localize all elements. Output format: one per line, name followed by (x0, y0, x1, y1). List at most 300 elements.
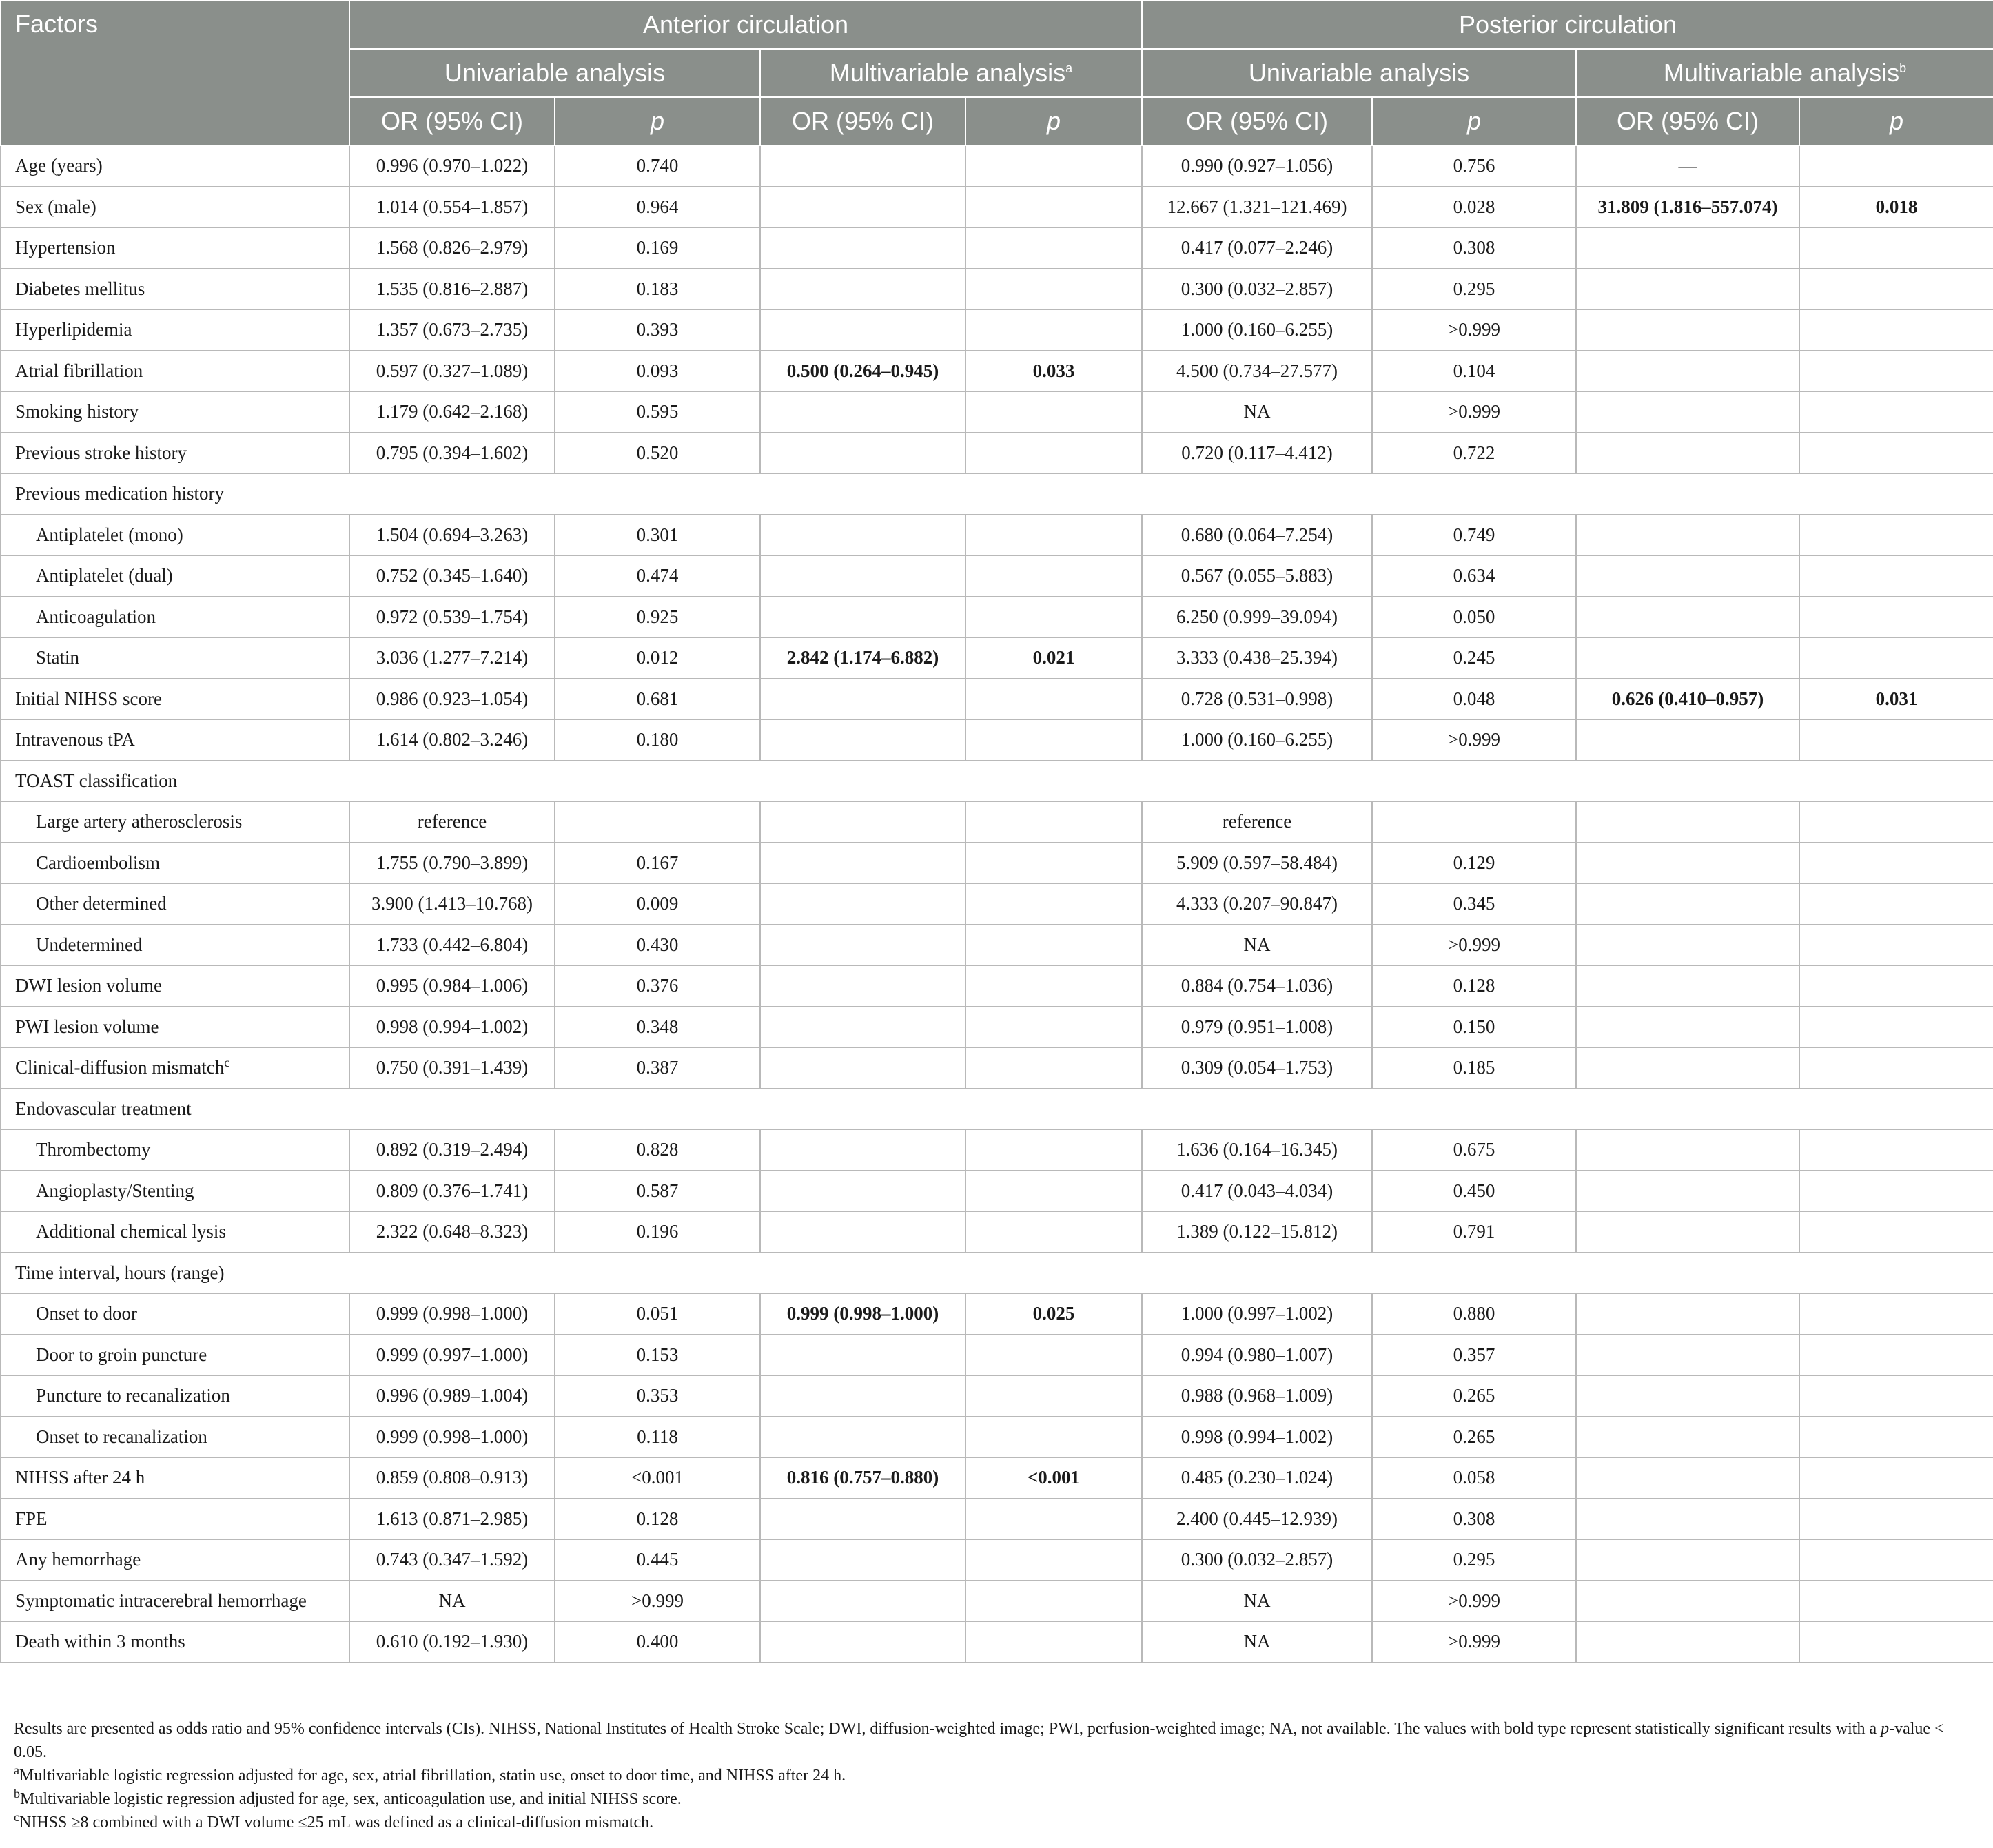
posterior-uni-p-cell: 0.050 (1372, 597, 1576, 638)
posterior-multi-or-cell (1576, 269, 1799, 310)
header-posterior-univariable: Univariable analysis (1142, 49, 1576, 97)
posterior-multi-or-cell: 0.626 (0.410–0.957) (1576, 679, 1799, 720)
anterior-multi-or-cell (760, 1129, 965, 1171)
header-posterior: Posterior circulation (1142, 1, 1993, 49)
posterior-uni-p-cell: 0.880 (1372, 1293, 1576, 1335)
posterior-multi-p-cell (1799, 965, 1993, 1007)
posterior-uni-or-cell: NA (1142, 925, 1372, 966)
posterior-multi-or-cell (1576, 1129, 1799, 1171)
anterior-uni-or-cell: 1.504 (0.694–3.263) (349, 515, 555, 556)
table-row (1, 925, 1993, 966)
posterior-multi-or-cell (1576, 1007, 1799, 1048)
anterior-uni-p-cell: 0.430 (555, 925, 760, 966)
posterior-multi-or-cell (1576, 1047, 1799, 1089)
posterior-uni-p-cell: 0.048 (1372, 679, 1576, 720)
factor-label: Antiplatelet (dual) (1, 555, 349, 597)
posterior-multi-p-cell (1799, 1007, 1993, 1048)
posterior-uni-p-cell: 0.058 (1372, 1457, 1576, 1499)
posterior-uni-p-cell: 0.756 (1372, 145, 1576, 187)
anterior-uni-or-cell: 0.995 (0.984–1.006) (349, 965, 555, 1007)
anterior-uni-or-cell: 0.999 (0.998–1.000) (349, 1417, 555, 1458)
posterior-multi-p-cell (1799, 925, 1993, 966)
anterior-multi-p-cell (965, 597, 1142, 638)
table-row (1, 145, 1993, 187)
posterior-multi-p-cell (1799, 555, 1993, 597)
posterior-uni-p-cell: 0.791 (1372, 1211, 1576, 1253)
anterior-uni-p-cell: 0.348 (555, 1007, 760, 1048)
factor-label: Statin (1, 637, 349, 679)
posterior-multi-p-cell (1799, 269, 1993, 310)
table-row (1, 1539, 1993, 1581)
section-label: Previous medication history (1, 473, 1993, 515)
anterior-multi-or-cell (760, 515, 965, 556)
header-anterior-univariable: Univariable analysis (349, 49, 760, 97)
anterior-multi-or-cell (760, 719, 965, 761)
posterior-uni-p-cell: 0.185 (1372, 1047, 1576, 1089)
posterior-multi-or-cell (1576, 351, 1799, 392)
anterior-uni-or-cell: 0.986 (0.923–1.054) (349, 679, 555, 720)
header-factors: Factors (1, 1, 349, 145)
posterior-uni-p-cell: 0.308 (1372, 1499, 1576, 1540)
factor-label: Symptomatic intracerebral hemorrhage (1, 1581, 349, 1622)
anterior-multi-p-cell: <0.001 (965, 1457, 1142, 1499)
posterior-uni-or-cell: 0.300 (0.032–2.857) (1142, 1539, 1372, 1581)
posterior-uni-p-cell: 0.345 (1372, 883, 1576, 925)
anterior-multi-or-cell (760, 1499, 965, 1540)
posterior-multi-p-cell (1799, 1581, 1993, 1622)
anterior-uni-p-cell: 0.183 (555, 269, 760, 310)
table-row (1, 597, 1993, 638)
anterior-uni-or-cell: 1.614 (0.802–3.246) (349, 719, 555, 761)
table-row (1, 1293, 1993, 1335)
header-or-ci: OR (95% CI) (349, 97, 555, 145)
posterior-uni-or-cell: 0.309 (0.054–1.753) (1142, 1047, 1372, 1089)
anterior-multi-or-cell (760, 187, 965, 228)
footnote-a: $^a$Multivariable logistic regression adjusted for age, sex, atrial fibrillation, statin use, onset to door time, and NIHSS after 24 h. (14, 1763, 846, 1785)
posterior-multi-or-cell: 31.809 (1.816–557.074) (1576, 187, 1799, 228)
anterior-uni-p-cell: >0.999 (555, 1581, 760, 1622)
posterior-multi-p-cell (1799, 1539, 1993, 1581)
table-body (1, 145, 1993, 1663)
anterior-uni-or-cell: 0.972 (0.539–1.754) (349, 597, 555, 638)
posterior-multi-or-cell (1576, 1499, 1799, 1540)
posterior-multi-p-cell (1799, 1129, 1993, 1171)
posterior-multi-p-cell (1799, 391, 1993, 433)
anterior-multi-p-cell (965, 801, 1142, 843)
anterior-multi-or-cell (760, 843, 965, 884)
anterior-multi-or-cell (760, 227, 965, 269)
table-row (1, 801, 1993, 843)
posterior-multi-or-cell (1576, 1621, 1799, 1663)
anterior-multi-or-cell (760, 883, 965, 925)
posterior-multi-or-cell (1576, 597, 1799, 638)
posterior-multi-or-cell (1576, 965, 1799, 1007)
anterior-uni-p-cell: 0.128 (555, 1499, 760, 1540)
header-anterior-multivariable: Multivariable analysis$^a$ (760, 49, 1142, 97)
anterior-uni-or-cell: 0.610 (0.192–1.930) (349, 1621, 555, 1663)
posterior-multi-or-cell (1576, 637, 1799, 679)
anterior-multi-p-cell (965, 965, 1142, 1007)
anterior-multi-p-cell (965, 187, 1142, 228)
factor-label: Previous stroke history (1, 433, 349, 474)
anterior-uni-or-cell: 0.996 (0.970–1.022) (349, 145, 555, 187)
anterior-multi-p-cell (965, 1539, 1142, 1581)
posterior-multi-p-cell (1799, 637, 1993, 679)
posterior-uni-or-cell: NA (1142, 1581, 1372, 1622)
anterior-uni-or-cell: 1.755 (0.790–3.899) (349, 843, 555, 884)
posterior-uni-or-cell: 0.680 (0.064–7.254) (1142, 515, 1372, 556)
factor-label: Hyperlipidemia (1, 309, 349, 351)
posterior-uni-or-cell: 0.884 (0.754–1.036) (1142, 965, 1372, 1007)
anterior-uni-or-cell: 2.322 (0.648–8.323) (349, 1211, 555, 1253)
posterior-multi-p-cell (1799, 1499, 1993, 1540)
anterior-uni-or-cell: 1.733 (0.442–6.804) (349, 925, 555, 966)
posterior-multi-p-cell (1799, 1417, 1993, 1458)
anterior-uni-or-cell: 1.014 (0.554–1.857) (349, 187, 555, 228)
posterior-multi-p-cell (1799, 351, 1993, 392)
table-header (1, 1, 1993, 145)
posterior-multi-p-cell (1799, 433, 1993, 474)
anterior-multi-or-cell (760, 555, 965, 597)
anterior-uni-or-cell: 3.900 (1.413–10.768) (349, 883, 555, 925)
anterior-uni-p-cell: 0.376 (555, 965, 760, 1007)
factor-label: Anticoagulation (1, 597, 349, 638)
anterior-uni-or-cell: 0.999 (0.998–1.000) (349, 1293, 555, 1335)
posterior-multi-p-cell (1799, 1621, 1993, 1663)
header-p: p (1799, 97, 1993, 145)
posterior-uni-p-cell: 0.749 (1372, 515, 1576, 556)
anterior-multi-p-cell (965, 679, 1142, 720)
table-row (1, 1581, 1993, 1622)
table-row (1, 1007, 1993, 1048)
anterior-uni-or-cell: 1.357 (0.673–2.735) (349, 309, 555, 351)
posterior-uni-or-cell: 0.990 (0.927–1.056) (1142, 145, 1372, 187)
posterior-multi-or-cell (1576, 843, 1799, 884)
factor-label: Clinical-diffusion mismatch$^c$ (1, 1047, 349, 1089)
table-row (1, 679, 1993, 720)
table-row (1, 843, 1993, 884)
factor-label: PWI lesion volume (1, 1007, 349, 1048)
table-row (1, 309, 1993, 351)
anterior-uni-p-cell: 0.180 (555, 719, 760, 761)
table-row (1, 433, 1993, 474)
factor-label: Puncture to recanalization (1, 1375, 349, 1417)
posterior-uni-or-cell: 0.998 (0.994–1.002) (1142, 1417, 1372, 1458)
posterior-uni-or-cell: 0.485 (0.230–1.024) (1142, 1457, 1372, 1499)
anterior-multi-or-cell: 0.999 (0.998–1.000) (760, 1293, 965, 1335)
anterior-multi-or-cell (760, 1417, 965, 1458)
posterior-uni-p-cell: 0.308 (1372, 227, 1576, 269)
posterior-uni-p-cell: 0.295 (1372, 269, 1576, 310)
posterior-uni-p-cell: 0.245 (1372, 637, 1576, 679)
posterior-multi-p-cell (1799, 597, 1993, 638)
posterior-uni-or-cell: 0.417 (0.043–4.034) (1142, 1171, 1372, 1212)
anterior-uni-p-cell: 0.118 (555, 1417, 760, 1458)
anterior-uni-p-cell: 0.595 (555, 391, 760, 433)
anterior-multi-p-cell (965, 1335, 1142, 1376)
footnote-c: $^c$NIHSS ≥8 combined with a DWI volume ≤25 mL was defined as a clinical-diffusion mismatch. (14, 1810, 654, 1831)
anterior-uni-or-cell: 0.752 (0.345–1.640) (349, 555, 555, 597)
table-row (1, 515, 1993, 556)
table-row (1, 1047, 1993, 1089)
posterior-uni-or-cell: 0.300 (0.032–2.857) (1142, 269, 1372, 310)
posterior-multi-or-cell (1576, 1375, 1799, 1417)
posterior-multi-p-cell (1799, 145, 1993, 187)
anterior-uni-or-cell: 0.999 (0.997–1.000) (349, 1335, 555, 1376)
factor-label: Initial NIHSS score (1, 679, 349, 720)
posterior-uni-or-cell: 12.667 (1.321–121.469) (1142, 187, 1372, 228)
factor-label: FPE (1, 1499, 349, 1540)
anterior-uni-p-cell: 0.925 (555, 597, 760, 638)
factor-label: Hypertension (1, 227, 349, 269)
anterior-multi-p-cell (965, 1211, 1142, 1253)
table-row (1, 965, 1993, 1007)
anterior-uni-p-cell: <0.001 (555, 1457, 760, 1499)
anterior-multi-or-cell: 2.842 (1.174–6.882) (760, 637, 965, 679)
anterior-multi-or-cell (760, 1335, 965, 1376)
posterior-uni-p-cell (1372, 801, 1576, 843)
posterior-multi-or-cell (1576, 309, 1799, 351)
table-row (1, 187, 1993, 228)
posterior-multi-or-cell (1576, 1335, 1799, 1376)
factor-label: DWI lesion volume (1, 965, 349, 1007)
posterior-multi-p-cell: 0.031 (1799, 679, 1993, 720)
factor-label: Smoking history (1, 391, 349, 433)
table-row (1, 1211, 1993, 1253)
table-row (1, 1621, 1993, 1663)
posterior-uni-or-cell: 0.720 (0.117–4.412) (1142, 433, 1372, 474)
anterior-uni-or-cell: 1.568 (0.826–2.979) (349, 227, 555, 269)
posterior-multi-or-cell (1576, 801, 1799, 843)
anterior-uni-or-cell: NA (349, 1581, 555, 1622)
anterior-uni-p-cell: 0.400 (555, 1621, 760, 1663)
posterior-multi-or-cell (1576, 1539, 1799, 1581)
section-row (1, 1089, 1993, 1130)
posterior-multi-or-cell (1576, 1457, 1799, 1499)
anterior-uni-p-cell: 0.353 (555, 1375, 760, 1417)
posterior-multi-or-cell (1576, 1581, 1799, 1622)
posterior-uni-p-cell: 0.265 (1372, 1417, 1576, 1458)
posterior-uni-or-cell: 1.000 (0.160–6.255) (1142, 309, 1372, 351)
table-footnotes (14, 1717, 1978, 1834)
table-row (1, 1335, 1993, 1376)
posterior-multi-p-cell (1799, 1047, 1993, 1089)
anterior-uni-p-cell: 0.393 (555, 309, 760, 351)
posterior-multi-p-cell (1799, 1171, 1993, 1212)
anterior-multi-p-cell (965, 391, 1142, 433)
posterior-multi-or-cell: — (1576, 145, 1799, 187)
anterior-uni-p-cell: 0.093 (555, 351, 760, 392)
anterior-uni-or-cell: 0.743 (0.347–1.592) (349, 1539, 555, 1581)
header-anterior: Anterior circulation (349, 1, 1142, 49)
anterior-multi-p-cell: 0.025 (965, 1293, 1142, 1335)
anterior-uni-or-cell: 0.892 (0.319–2.494) (349, 1129, 555, 1171)
posterior-uni-p-cell: 0.028 (1372, 187, 1576, 228)
posterior-multi-or-cell (1576, 515, 1799, 556)
factor-label: Angioplasty/Stenting (1, 1171, 349, 1212)
posterior-uni-or-cell: 1.000 (0.160–6.255) (1142, 719, 1372, 761)
posterior-multi-p-cell (1799, 801, 1993, 843)
anterior-uni-or-cell: 0.750 (0.391–1.439) (349, 1047, 555, 1089)
posterior-uni-or-cell: 0.994 (0.980–1.007) (1142, 1335, 1372, 1376)
table-row (1, 637, 1993, 679)
anterior-uni-p-cell: 0.520 (555, 433, 760, 474)
table-row (1, 1129, 1993, 1171)
posterior-multi-p-cell (1799, 1457, 1993, 1499)
posterior-uni-p-cell: 0.450 (1372, 1171, 1576, 1212)
posterior-uni-p-cell: 0.295 (1372, 1539, 1576, 1581)
anterior-multi-p-cell (965, 1007, 1142, 1048)
anterior-multi-or-cell (760, 309, 965, 351)
header-p: p (965, 97, 1142, 145)
posterior-uni-p-cell: >0.999 (1372, 1581, 1576, 1622)
factor-label: Antiplatelet (mono) (1, 515, 349, 556)
anterior-uni-p-cell: 0.474 (555, 555, 760, 597)
posterior-multi-p-cell: 0.018 (1799, 187, 1993, 228)
factor-label: NIHSS after 24 h (1, 1457, 349, 1499)
anterior-multi-p-cell (965, 719, 1142, 761)
posterior-uni-or-cell: 2.400 (0.445–12.939) (1142, 1499, 1372, 1540)
posterior-multi-p-cell (1799, 1211, 1993, 1253)
factor-label: Cardioembolism (1, 843, 349, 884)
posterior-multi-or-cell (1576, 925, 1799, 966)
posterior-uni-or-cell: NA (1142, 1621, 1372, 1663)
anterior-multi-or-cell (760, 679, 965, 720)
posterior-multi-or-cell (1576, 433, 1799, 474)
anterior-multi-or-cell (760, 1171, 965, 1212)
anterior-multi-p-cell (965, 227, 1142, 269)
anterior-uni-p-cell: 0.169 (555, 227, 760, 269)
header-posterior-multivariable: Multivariable analysis$^b$ (1576, 49, 1993, 97)
anterior-uni-p-cell: 0.012 (555, 637, 760, 679)
factor-label: Onset to door (1, 1293, 349, 1335)
anterior-multi-or-cell (760, 1375, 965, 1417)
table-row (1, 269, 1993, 310)
posterior-uni-or-cell: 3.333 (0.438–25.394) (1142, 637, 1372, 679)
posterior-uni-p-cell: 0.722 (1372, 433, 1576, 474)
anterior-uni-p-cell: 0.301 (555, 515, 760, 556)
posterior-uni-or-cell: 0.567 (0.055–5.883) (1142, 555, 1372, 597)
anterior-multi-p-cell (965, 1375, 1142, 1417)
posterior-multi-p-cell (1799, 1293, 1993, 1335)
posterior-uni-p-cell: >0.999 (1372, 1621, 1576, 1663)
table-row (1, 227, 1993, 269)
factor-label: Thrombectomy (1, 1129, 349, 1171)
section-row (1, 1253, 1993, 1294)
anterior-multi-p-cell (965, 269, 1142, 310)
factor-label: Additional chemical lysis (1, 1211, 349, 1253)
anterior-multi-or-cell (760, 1539, 965, 1581)
anterior-multi-or-cell (760, 1007, 965, 1048)
anterior-uni-or-cell: 3.036 (1.277–7.214) (349, 637, 555, 679)
anterior-multi-or-cell (760, 1621, 965, 1663)
anterior-multi-or-cell (760, 391, 965, 433)
anterior-multi-p-cell (965, 1417, 1142, 1458)
anterior-multi-p-cell (965, 1171, 1142, 1212)
section-label: Time interval, hours (range) (1, 1253, 1993, 1294)
anterior-uni-p-cell: 0.167 (555, 843, 760, 884)
posterior-multi-or-cell (1576, 719, 1799, 761)
anterior-uni-or-cell: 1.535 (0.816–2.887) (349, 269, 555, 310)
header-p: p (555, 97, 760, 145)
factor-label: Diabetes mellitus (1, 269, 349, 310)
anterior-uni-p-cell: 0.681 (555, 679, 760, 720)
factor-label: Door to groin puncture (1, 1335, 349, 1376)
footnote-b: $^b$Multivariable logistic regression adjusted for age, sex, anticoagulation use, and initial NIHSS score. (14, 1787, 682, 1808)
anterior-multi-p-cell (965, 515, 1142, 556)
posterior-uni-p-cell: 0.265 (1372, 1375, 1576, 1417)
posterior-uni-p-cell: >0.999 (1372, 925, 1576, 966)
posterior-multi-p-cell (1799, 309, 1993, 351)
posterior-uni-or-cell: 0.979 (0.951–1.008) (1142, 1007, 1372, 1048)
factor-label: Age (years) (1, 145, 349, 187)
anterior-multi-p-cell (965, 1621, 1142, 1663)
anterior-multi-p-cell (965, 309, 1142, 351)
anterior-multi-p-cell (965, 1047, 1142, 1089)
anterior-uni-p-cell: 0.964 (555, 187, 760, 228)
posterior-uni-or-cell: 5.909 (0.597–58.484) (1142, 843, 1372, 884)
posterior-multi-p-cell (1799, 843, 1993, 884)
anterior-multi-or-cell (760, 1211, 965, 1253)
table-row (1, 1417, 1993, 1458)
posterior-uni-p-cell: 0.634 (1372, 555, 1576, 597)
anterior-multi-or-cell (760, 1581, 965, 1622)
anterior-multi-p-cell: 0.021 (965, 637, 1142, 679)
anterior-multi-or-cell (760, 597, 965, 638)
anterior-uni-or-cell: 0.809 (0.376–1.741) (349, 1171, 555, 1212)
factor-label: Death within 3 months (1, 1621, 349, 1663)
anterior-uni-p-cell (555, 801, 760, 843)
table-row (1, 1171, 1993, 1212)
header-or-ci: OR (95% CI) (1142, 97, 1372, 145)
posterior-uni-p-cell: >0.999 (1372, 719, 1576, 761)
anterior-uni-p-cell: 0.740 (555, 145, 760, 187)
posterior-uni-p-cell: >0.999 (1372, 391, 1576, 433)
factor-label: Undetermined (1, 925, 349, 966)
posterior-uni-or-cell: 4.500 (0.734–27.577) (1142, 351, 1372, 392)
anterior-multi-p-cell (965, 1581, 1142, 1622)
section-row (1, 473, 1993, 515)
anterior-uni-or-cell: 0.998 (0.994–1.002) (349, 1007, 555, 1048)
anterior-uni-p-cell: 0.828 (555, 1129, 760, 1171)
posterior-uni-p-cell: 0.104 (1372, 351, 1576, 392)
anterior-uni-p-cell: 0.587 (555, 1171, 760, 1212)
anterior-multi-or-cell: 0.500 (0.264–0.945) (760, 351, 965, 392)
section-label: TOAST classification (1, 761, 1993, 802)
posterior-uni-p-cell: 0.129 (1372, 843, 1576, 884)
anterior-multi-or-cell (760, 801, 965, 843)
factor-label: Atrial fibrillation (1, 351, 349, 392)
table-row (1, 719, 1993, 761)
posterior-multi-or-cell (1576, 1417, 1799, 1458)
anterior-uni-or-cell: 1.179 (0.642–2.168) (349, 391, 555, 433)
anterior-multi-p-cell (965, 883, 1142, 925)
posterior-uni-p-cell: 0.357 (1372, 1335, 1576, 1376)
posterior-multi-or-cell (1576, 1293, 1799, 1335)
table-row (1, 391, 1993, 433)
posterior-uni-or-cell: 0.728 (0.531–0.998) (1142, 679, 1372, 720)
anterior-uni-p-cell: 0.009 (555, 883, 760, 925)
anterior-multi-p-cell (965, 1499, 1142, 1540)
table-row (1, 1499, 1993, 1540)
posterior-multi-or-cell (1576, 883, 1799, 925)
anterior-uni-or-cell: 0.597 (0.327–1.089) (349, 351, 555, 392)
footnote-main: Results are presented as odds ratio and 95% confidence intervals (CIs). NIHSS, National Institutes of Health Stroke Scale; DWI, diffusion-weighted image; PWI, perfusion-weighted image; NA, not available. The values with bold type represent statistically significant results with a p-value < 0.05. (14, 1720, 1944, 1761)
posterior-multi-p-cell (1799, 515, 1993, 556)
posterior-uni-or-cell: 6.250 (0.999–39.094) (1142, 597, 1372, 638)
anterior-multi-p-cell: 0.033 (965, 351, 1142, 392)
posterior-multi-p-cell (1799, 883, 1993, 925)
